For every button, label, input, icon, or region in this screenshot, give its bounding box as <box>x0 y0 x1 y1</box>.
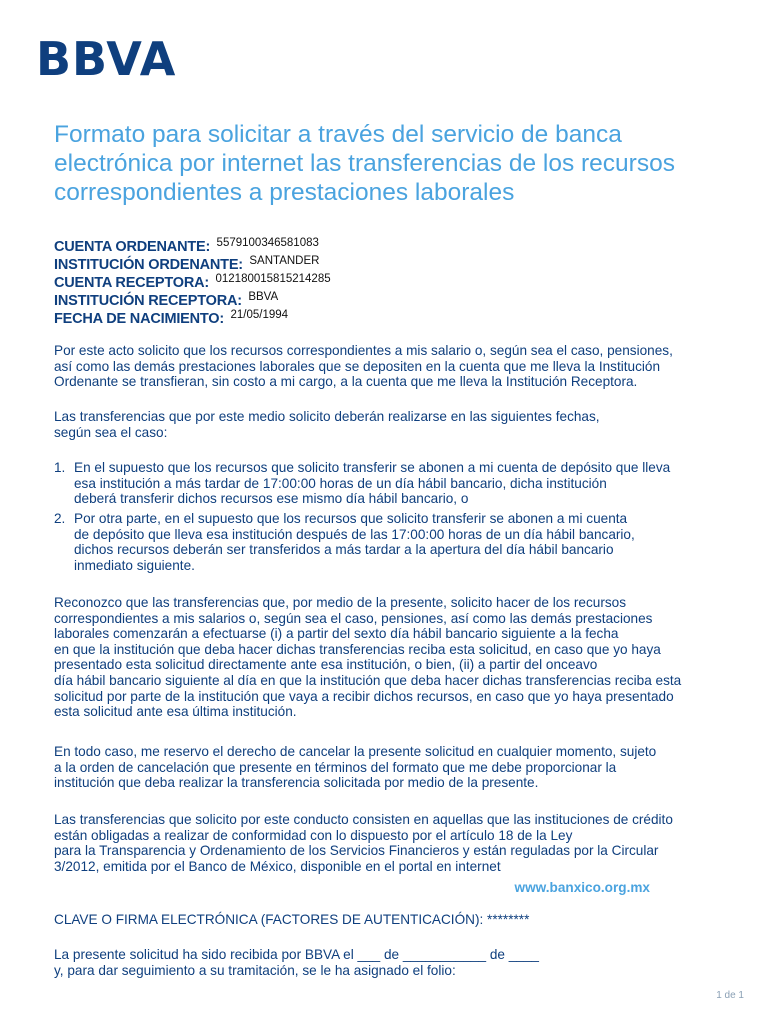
text-line: así como las demás prestaciones laborales que se depositen en la cuenta que me lleva la Institución <box>54 358 661 374</box>
text-line: de depósito que lleva esa institución después de las 17:00:00 horas de un día hábil bancario, <box>74 526 635 542</box>
clave-firma-electronica: CLAVE O FIRMA ELECTRÓNICA (FACTORES DE AUTENTICACIÓN): ******** <box>54 912 530 927</box>
paragraph-solicitud <box>54 343 734 390</box>
field-cuenta-receptora <box>54 274 331 292</box>
text-line: 3/2012, emitida por el Banco de México, disponible en el portal en internet <box>54 858 501 874</box>
list-item-1 <box>54 460 670 507</box>
title-line: correspondientes a prestaciones laborales <box>54 179 515 206</box>
text-line: solicitud por parte de la institución que vaya a recibir dichos recursos, en caso que yo haya presentado <box>54 688 674 704</box>
field-label: CUENTA RECEPTORA: <box>54 275 210 291</box>
account-fields <box>54 238 331 328</box>
text-line: dichos recursos deberán ser transferidos a más tardar a la apertura del día hábil bancario <box>74 542 614 558</box>
text-line: Las transferencias que solicito por este conducto consisten en aquellas que las instituciones de crédito <box>54 812 673 827</box>
text-line: correspondientes a mis salarios o, según sea el caso, pensiones, así como las demás prestaciones <box>54 610 653 626</box>
text-line: y, para dar seguimiento a su tramitación, se le ha asignado el folio: <box>54 962 456 978</box>
text-line: laborales comenzarán a efectuarse (i) a partir del sexto día hábil bancario siguiente a la fecha <box>54 626 619 642</box>
field-label: CUENTA ORDENANTE: <box>54 239 211 255</box>
field-label: INSTITUCIÓN RECEPTORA: <box>54 293 242 309</box>
paragraph-cancelacion <box>54 744 734 791</box>
text-line: presentado esta solicitud directamente ante esa institución, o bien, (ii) a partir del onceavo <box>54 657 598 673</box>
text-line: día hábil bancario siguiente al día en que la institución que deba hacer dichas transferencias reciba esta <box>54 672 682 688</box>
text-line: para la Transparencia y Ordenamiento de los Servicios Financieros y están reguladas por la Circular <box>54 843 659 859</box>
text-line: En el supuesto que los recursos que solicito transferir se abonen a mi cuenta de depósito que lleva <box>74 460 671 475</box>
title-line: electrónica por internet las transferencias de los recursos <box>54 150 675 177</box>
field-label: FECHA DE NACIMIENTO: <box>54 311 225 327</box>
text-line: Ordenante se transfieran, sin costo a mi cargo, a la cuenta que me lleva la Institución Receptora. <box>54 374 638 390</box>
field-institucion-ordenante <box>54 256 331 274</box>
list-item-2 <box>54 511 635 573</box>
text-line: están obligadas a realizar de conformidad con lo dispuesto por el artículo 18 de la Ley <box>54 827 573 843</box>
bbva-logo: BBVA <box>36 32 177 86</box>
text-line: en que la institución que deba hacer dichas transferencias reciba esta solicitud, en caso que yo haya <box>54 641 661 657</box>
document-title <box>54 120 734 207</box>
list-number: 1. <box>54 460 66 475</box>
field-value: SANTANDER <box>249 255 320 267</box>
text-line: inmediato siguiente. <box>74 557 195 573</box>
text-line: según sea el caso: <box>54 424 168 440</box>
text-line: esta solicitud ante esa última institución. <box>54 704 297 720</box>
text-line: a la orden de cancelación que presente en términos del formato que me debe proporcionar la <box>54 759 617 775</box>
text-line: Por otra parte, en el supuesto que los recursos que solicito transferir se abonen a mi cuenta <box>74 511 628 526</box>
title-line: Formato para solicitar a través del servicio de banca <box>54 121 622 148</box>
paragraph-recepcion <box>54 947 734 978</box>
field-value: BBVA <box>248 291 279 303</box>
field-fecha-nacimiento <box>54 310 331 328</box>
list-number: 2. <box>54 511 66 526</box>
text-line: deberá transferir dichos recursos ese mismo día hábil bancario, o <box>74 491 469 507</box>
text-line: Las transferencias que por este medio solicito deberán realizarse en las siguientes fechas, <box>54 409 600 424</box>
field-label: INSTITUCIÓN ORDENANTE: <box>54 257 243 273</box>
field-value: 012180015815214285 <box>215 273 331 285</box>
paragraph-reconozco <box>54 595 734 720</box>
text-line: esa institución a más tardar de 17:00:00 horas de un día hábil bancario, dicha institución <box>74 475 607 491</box>
text-line: institución que deba realizar la transferencia solicitada por medio de la presente. <box>54 775 539 791</box>
field-cuenta-ordenante <box>54 238 331 256</box>
field-value: 5579100346581083 <box>216 237 319 249</box>
field-value: 21/05/1994 <box>230 309 289 321</box>
field-institucion-receptora <box>54 292 331 310</box>
page-number: 1 de 1 <box>716 990 744 1001</box>
text-line: Reconozco que las transferencias que, por medio de la presente, solicito hacer de los recursos <box>54 595 627 610</box>
text-line: La presente solicitud ha sido recibida por BBVA el ___ de ___________ de ____ <box>54 947 539 962</box>
paragraph-fechas <box>54 409 734 440</box>
banxico-link[interactable]: www.banxico.org.mx <box>514 880 650 895</box>
paragraph-circular <box>54 812 734 874</box>
text-line: Por este acto solicito que los recursos correspondientes a mis salario o, según sea el caso, pensiones, <box>54 343 673 358</box>
text-line: En todo caso, me reservo el derecho de cancelar la presente solicitud en cualquier momento, sujeto <box>54 744 657 759</box>
